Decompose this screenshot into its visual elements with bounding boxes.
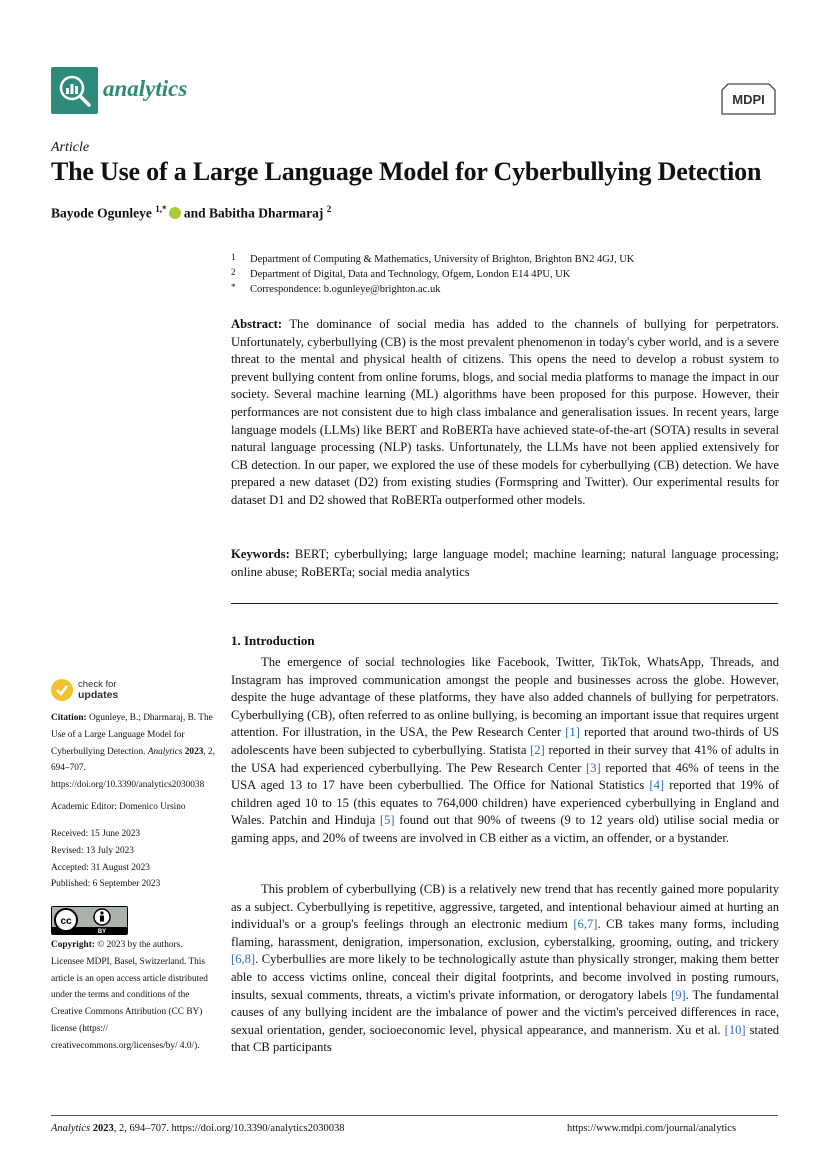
paragraph-text: . CB takes many forms, including flaming, harassment, denigration, impersonation, exclusion, cyberstalking, grooming, outing, and trickery [231,917,779,949]
journal-logo [51,67,98,114]
footer-journal: Analytics [51,1123,91,1134]
check-for-updates-button[interactable] [51,679,131,703]
cc-label: cc [60,916,72,927]
paragraph [231,881,779,1057]
citation-link[interactable]: [5] [379,813,395,828]
cc-by-label: BY [97,929,107,935]
section-heading: 1. Introduction [231,633,315,648]
paragraph-text: reported that around two-thirds of US adolescents have been subjected to cyberbullying. Statista [231,725,779,757]
citation-doi[interactable]: , 2, 694–707. https://doi.org/10.3390/analytics2030038 [51,746,215,791]
footer-year: 2023 [92,1123,114,1134]
mdpi-logo-icon[interactable] [720,82,777,116]
paragraph-text: The emergence of social technologies like Facebook, Twitter, TikTok, WhatsApp, Threads, and Instagram has improved communication amongst the people and businesses across the globe. However, despite the huge advantage of these platforms, they have also added channels of bullying for perpetrators. Cyberbullying (CB), often referred to as online bullying, is becoming an important issue that requires urgent attention. For illustration, in the USA, the Pew Research Center [231,655,779,740]
revised-date: Revised: 13 July 2023 [51,845,134,856]
published-date: Published: 6 September 2023 [51,879,161,890]
abstract-text: The dominance of social media has added to the channels of bullying for perpetrators. Unfortunately, cyberbullying (CB) is the most prevalent phenomenon in today's cyber world, and is a severe threat to the mental and physical health of citizens. This opens the need to develop a robust system to prevent bullying content from online forums, blogs, and social media platforms to manage the impact in our society. Several machine learning (ML) algorithms have been proposed for this purpose. However, their performances are not consistent due to high class imbalance and generalisation issues. In recent years, large language models (LLMs) like BERT and RoBERTa have achieved state-of-the-art (SOTA) results in several natural language processing (NLP) tasks. Unfortunately, the LLMs have not been applied extensively for CB detection. In our paper, we explored the use of these models for cyberbullying (CB) detection. We have prepared a new dataset (D2) from existing studies (Formspring and Twitter). Our experimental results for dataset D1 and D2 showed that RoBERTa outperformed other models. [231,317,780,507]
paragraph-text: reported that 19% of children aged 10 to 15 (this equates to 764,000 children) have experienced cyberbullying in England and Wales. Patchin and Hinduja [231,778,779,828]
orcid-icon[interactable] [169,207,181,219]
citation-text: Ogunleye, B.; Dharmaraj, B. The Use of a Large Language Model for Cyberbullying Detection. [51,713,213,757]
citation-link[interactable]: [1] [565,725,580,740]
keywords [231,546,779,581]
received-date: Received: 15 June 2023 [51,829,141,839]
author-affiliation-marker: 2 [326,204,332,214]
author-name[interactable]: Bayode Ogunleye [51,205,152,221]
paragraph-text: This problem of cyberbullying (CB) is a relatively new trend that has recently gained more popularity as a subject. Cyberbullying is repetitive, aggressive, targeted, and intentional behaviour aimed at hurting an individual's or a group's feelings through an electronic medium [231,882,779,932]
keywords-label: Keywords: [231,547,290,561]
affiliation-text: Department of Digital, Data and Technology, Ofgem, London E14 4PU, UK [250,269,571,280]
citation-year: 2023 [184,746,204,757]
citation-link[interactable]: [3] [585,760,601,775]
citation-link[interactable]: [9] [671,987,686,1002]
copyright-label: Copyright: [51,940,95,950]
publisher-name: MDPI [732,92,765,107]
author-name[interactable]: Babitha Dharmaraj [209,205,324,221]
citation-link[interactable]: [2] [530,742,545,757]
paragraph [231,654,779,848]
academic-editor: Academic Editor: Domenico Ursino [51,802,186,812]
paragraph-text: reported that 46% of teens in the USA aged 13 to 17 have been cyberbullied. The Office for National Statistics [231,760,779,793]
citation-link[interactable]: [6,7] [573,917,598,932]
affiliation [231,267,570,280]
analytics-logo-icon [51,67,98,114]
paragraph-text: . Cyberbullies are more likely to be technologically astute than physically stronger, making them better able to access victims online, conceal their digital footprints, and become involved in posting rumours, insults, sexual comments, threats, a victim's private information, or derogatory labels [231,952,779,1002]
citation-link[interactable]: [10] [724,1022,746,1037]
check-updates-line1: check for [78,679,117,690]
abstract-label: Abstract: [231,317,283,331]
page-title: The Use of a Large Language Model for Cyberbullying Detection [51,157,762,186]
paragraph-text: reported in their survey that 41% of adults in the USA had experienced cyberbullying. The Pew Research Center [231,742,779,775]
paragraph-text: found out that 90% of tweens (9 to 12 years old) utilise social media or gaming apps, and 20% of tweens are involved in CB either as a victim, an offender, or a bystander. [231,813,779,845]
author-conjunction: and [183,205,206,221]
publication-dates [51,826,216,893]
correspondence-text[interactable]: Correspondence: b.ogunleye@brighton.ac.uk [250,284,441,295]
copyright-text: © 2023 by the authors. Licensee MDPI, Basel, Switzerland. This article is an open access article distributed under the terms and conditions of the Creative Commons Attribution (CC BY) license (https:// creativecommons.org/licenses/by/ 4.0/). [51,940,208,1051]
affiliation-text: Department of Computing & Mathematics, University of Brighton, Brighton BN2 4GJ, UK [250,254,635,265]
check-updates-line2: updates [78,689,119,701]
affiliation [231,252,634,265]
affiliation-marker: * [231,282,236,292]
affiliation-marker: 1 [231,252,236,262]
citation-journal: Analytics [147,746,183,757]
footer-divider [51,1115,778,1116]
citation-block [51,710,216,794]
correspondence [231,282,440,295]
copyright-block [51,937,216,1055]
abstract [231,316,779,510]
checkmark-icon [51,679,73,701]
citation-link[interactable]: [6,8] [231,952,256,967]
journal-name[interactable]: analytics [103,76,188,101]
footer-journal-url[interactable]: https://www.mdpi.com/journal/analytics [567,1123,737,1134]
check-updates-label [78,680,118,701]
footer-doi[interactable]: , 2, 694–707. https://doi.org/10.3390/analytics2030038 [113,1123,345,1134]
paragraph-text: . The fundamental causes of any bullying incident are the imbalance of power and the victim's perceived differences in race, sexual orientation, gender, socioeconomic level, physical appearance, and mannerism. Xu et al. [231,987,779,1037]
accepted-date: Accepted: 31 August 2023 [51,862,150,873]
section-divider [231,603,778,604]
citation-label: Citation: [51,713,87,723]
affiliation-marker: 2 [231,267,236,277]
footer-citation [51,1123,345,1134]
paragraph-text: stated that CB participants [231,1022,779,1055]
author-list [51,204,331,222]
keywords-text: BERT; cyberbullying; large language model; machine learning; natural language processing; online abuse; RoBERTa; social media analytics [231,547,779,579]
author-affiliation-marker: 1,* [155,204,167,214]
article-type: Article [51,140,90,155]
cc-by-license-icon[interactable] [51,906,128,935]
citation-link[interactable]: [4] [649,778,665,793]
